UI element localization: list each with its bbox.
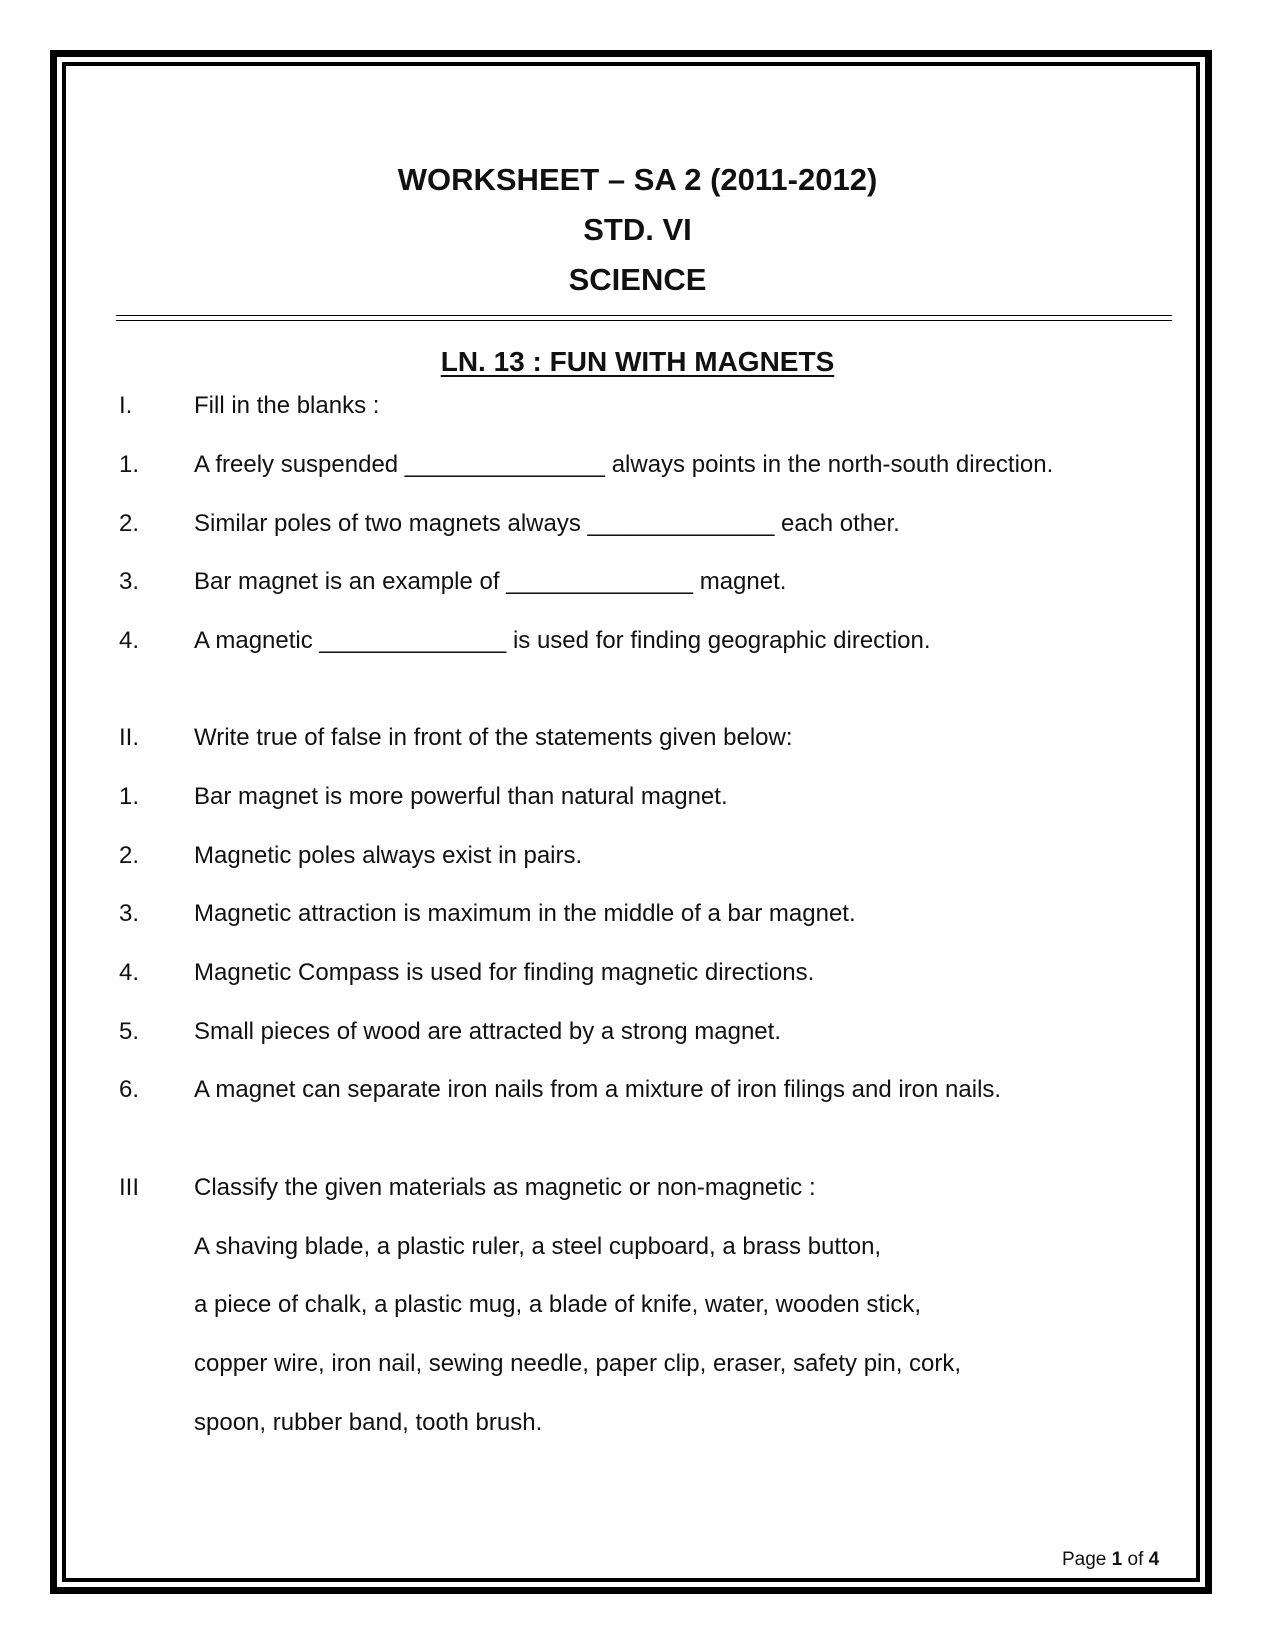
- question-item: [0, 1070, 1275, 1110]
- section-number: III: [119, 1174, 140, 1201]
- question-item: [0, 1012, 1275, 1052]
- question-text: Magnetic poles always exist in pairs.: [194, 842, 583, 869]
- question-number: 4.: [119, 627, 140, 654]
- question-item: [0, 562, 1275, 602]
- of-word: of: [1127, 1549, 1144, 1570]
- question-text: A magnet can separate iron nails from a mixture of iron filings and iron nails.: [194, 1076, 1002, 1103]
- section-title: Classify the given materials as magnetic or non-magnetic :: [194, 1174, 816, 1201]
- worksheet-title: WORKSHEET – SA 2 (2011-2012): [397, 162, 878, 197]
- question-text: Bar magnet is more powerful than natural magnet.: [194, 783, 728, 810]
- materials-text: spoon, rubber band, tooth brush.: [194, 1409, 543, 1436]
- question-item: [0, 504, 1275, 544]
- page-number: [1062, 1546, 1159, 1574]
- materials-text: a piece of chalk, a plastic mug, a blade of knife, water, wooden stick,: [194, 1291, 922, 1318]
- question-number: 3.: [119, 900, 140, 927]
- question-text: Bar magnet is an example of ______________ magnet.: [194, 568, 787, 595]
- section-heading: [0, 718, 1275, 758]
- question-text: A freely suspended _______________ always points in the north-south direction.: [194, 451, 1054, 478]
- question-item: [0, 836, 1275, 876]
- current-page: 1: [1111, 1549, 1123, 1570]
- standard-label: STD. VI: [583, 212, 692, 247]
- section-title: Write true of false in front of the statements given below:: [194, 724, 793, 751]
- materials-text: A shaving blade, a plastic ruler, a steel cupboard, a brass button,: [194, 1233, 882, 1260]
- question-text: Small pieces of wood are attracted by a strong magnet.: [194, 1018, 781, 1045]
- materials-text: copper wire, iron nail, sewing needle, paper clip, eraser, safety pin, cork,: [194, 1350, 962, 1377]
- lesson-title: LN. 13 : FUN WITH MAGNETS: [440, 346, 835, 377]
- total-pages: 4: [1148, 1549, 1160, 1570]
- page-word: Page: [1062, 1549, 1107, 1570]
- section-number: II.: [119, 724, 140, 751]
- question-item: [0, 621, 1275, 661]
- header-divider: [116, 315, 1172, 321]
- question-item: [0, 777, 1275, 817]
- question-item: [0, 894, 1275, 934]
- question-item: [0, 953, 1275, 993]
- materials-line: [0, 1403, 1275, 1443]
- question-number: 6.: [119, 1076, 140, 1103]
- question-text: Magnetic attraction is maximum in the middle of a bar magnet.: [194, 900, 856, 927]
- section-heading: [0, 1168, 1275, 1208]
- question-number: 2.: [119, 510, 140, 537]
- materials-line: [0, 1344, 1275, 1384]
- section-heading: [0, 386, 1275, 426]
- question-text: Magnetic Compass is used for finding magnetic directions.: [194, 959, 815, 986]
- question-number: 3.: [119, 568, 140, 595]
- subject-label: SCIENCE: [568, 262, 707, 297]
- question-number: 5.: [119, 1018, 140, 1045]
- question-number: 1.: [119, 783, 140, 810]
- section-number: I.: [119, 392, 133, 419]
- question-number: 1.: [119, 451, 140, 478]
- materials-line: [0, 1227, 1275, 1267]
- question-text: Similar poles of two magnets always ______________ each other.: [194, 510, 900, 537]
- materials-line: [0, 1285, 1275, 1325]
- question-number: 4.: [119, 959, 140, 986]
- lesson-heading: [0, 340, 1275, 384]
- question-item: [0, 445, 1275, 485]
- section-title: Fill in the blanks :: [194, 392, 380, 419]
- question-number: 2.: [119, 842, 140, 869]
- question-text: A magnetic ______________ is used for finding geographic direction.: [194, 627, 931, 654]
